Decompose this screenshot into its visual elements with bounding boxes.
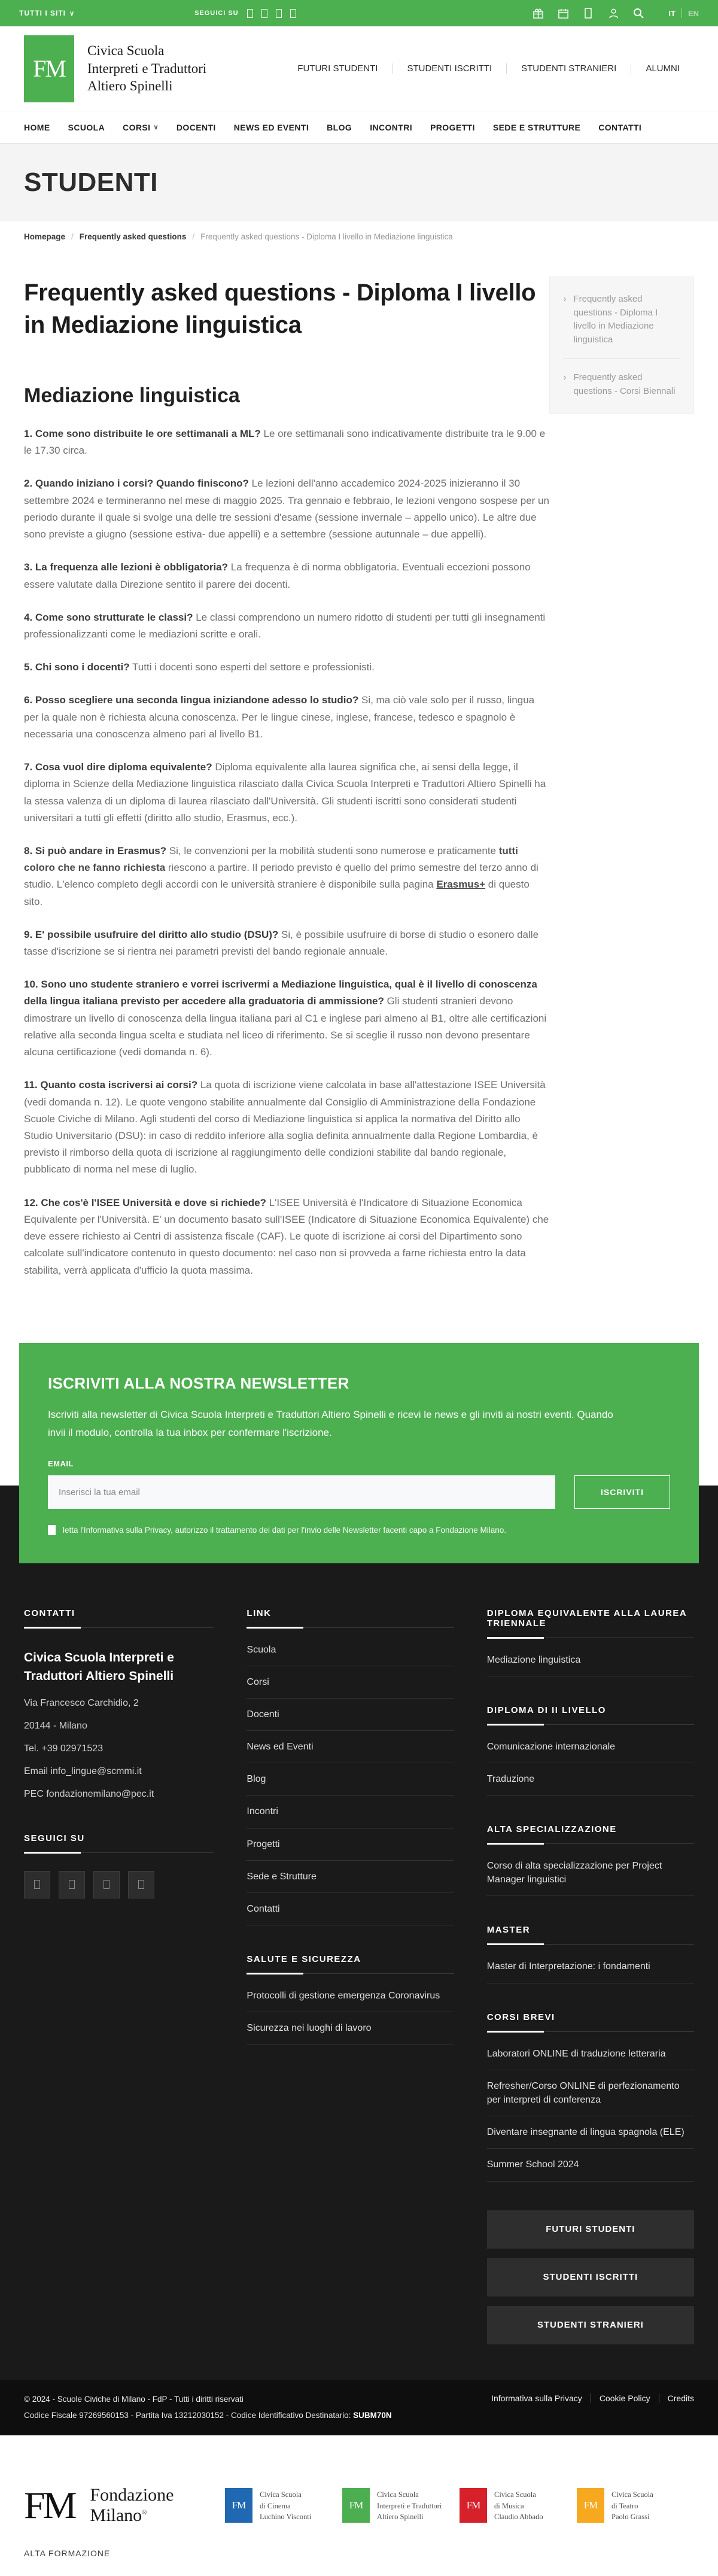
footer-pec[interactable]: PEC fondazionemilano@pec.it [24,1788,154,1799]
alta-formazione-label: ALTA FORMAZIONE [24,2548,111,2558]
footer-address-line: 20144 - Milano [24,1720,87,1731]
divider [487,1637,694,1638]
email-field[interactable] [48,1475,555,1509]
faq-item: 11. Quanto costa iscriversi ai corsi? La quota di iscrizione viene calcolata in base all'attestazione ISEE Università (vedi domanda n. 12). Le quote vengono stabilite annualmente dal Consiglio di Amministrazione della Fondazione Scuole Civiche di Milano. Agli studenti del corso di Mediazione linguistica si applica la normativa del Diritto allo Studio Universitario (DSU): in caso di reddito inferiore alla soglia definita annualmente dalla Regione Lombardia, è previsto il rimborso della quota di iscrizione al raggiungimento delle condizioni stabilite dal bando regionale, pubblicato di norma nel mese di luglio. [24,1079,546,1175]
nav-scuola[interactable]: SCUOLA [68,122,105,132]
chevron-down-icon: ∨ [69,10,75,17]
lang-it[interactable]: IT [668,8,676,18]
breadcrumb [0,221,718,251]
nav-docenti[interactable]: DOCENTI [176,122,216,132]
divider [487,1943,694,1945]
brand-strip [0,2435,718,2576]
logo-civica-interpreti[interactable]: FM Civica Scuola Interpreti e Traduttori Altiero Spinelli [342,2488,460,2523]
box-icon[interactable] [582,7,594,19]
studenti-stranieri-button[interactable]: STUDENTI STRANIERI [487,2306,694,2344]
faq-item: 4. Come sono strutturate le classi? Le classi comprendono un numero ridotto di studenti per tutti gli insegnamenti professionalizzanti come le mediazioni scritte e orali. [24,611,546,640]
faq-sidebar [549,277,694,1295]
footer-links-column [247,1608,454,2344]
nav-progetti[interactable]: PROGETTI [430,122,475,132]
footer-email[interactable]: Email info_lingue@scmmi.it [24,1766,142,1776]
footer-corsi-brevi-heading: CORSI BREVI [486,2012,555,2022]
footer-follow-heading: SEGUICI SU [24,1833,85,1843]
user-icon[interactable] [607,7,619,19]
page-content [0,251,718,1331]
logo-civica-teatro[interactable]: FM Civica Scuola di Teatro Paolo Grassi [577,2488,694,2523]
social-icon[interactable] [290,9,296,18]
email-label: EMAIL [48,1459,74,1469]
privacy-consent-row [48,1524,670,1536]
section-band [0,144,718,221]
footer-buttons [487,2210,694,2344]
footer-link-contatti[interactable]: Contatti [247,1893,454,1925]
copyright-line: © 2024 - Scuole Civiche di Milano - FdP - Tutti i diritti riservati [24,2394,244,2404]
studenti-iscritti-button[interactable]: STUDENTI ISCRITTI [487,2258,694,2296]
faq-item: 1. Come sono distribuite le ore settimanali a ML? Le ore settimanali sono indicativamente distribuite tra le 9.00 e le 17.30 circa. [24,428,546,457]
newsletter-box [19,1343,699,1563]
topbar-utilities [532,7,699,19]
gift-icon[interactable] [532,7,544,19]
divider [487,1724,694,1725]
faq-item: 8. Si può andare in Erasmus? Si, le convenzioni per la mobilità studenti sono numerose e praticamente tutti coloro che ne fanno richiesta riescono a partire. Il periodo previsto è quello del primo semestre del terzo anno di studio. L'elenco completo degli accordi con le università straniere è disponibile sulla pagina Erasmus+ di questo sito. [24,845,538,907]
social-icon[interactable] [247,9,253,18]
legal-links [491,2393,694,2403]
footer-link-heading: LINK [247,1608,272,1618]
footer-link-master-interpretazione[interactable]: Master di Interpretazione: i fondamenti [487,1951,694,1983]
footer-master-group [487,1925,694,1983]
footer-link-sicurezza[interactable]: Sicurezza nei luoghi di lavoro [247,2012,454,2045]
footer-org-name: Civica Scuola Interpreti e Traduttori Altiero Spinelli [24,1650,174,1683]
social-icon[interactable] [93,1871,120,1898]
social-icon[interactable] [261,9,267,18]
school-logo[interactable]: FM [24,35,74,102]
footer-link-summer-school[interactable]: Summer School 2024 [487,2149,694,2181]
nav-blog[interactable]: BLOG [327,122,352,132]
section-title: STUDENTI [24,168,158,197]
divider [247,1627,454,1628]
footer-link-blog[interactable]: Blog [247,1763,454,1796]
chevron-right-icon: › [563,372,567,382]
footer-link-incontri[interactable]: Incontri [247,1796,454,1828]
faq-item: 6. Posso scegliere una seconda lingua iniziandone adesso lo studio? Si, ma ciò vale solo per il russo, lingua per la quale non è richiesta alcuna conoscenza. Per le lingue cinese, inglese, francese, tedesco e spagnolo è necessaria una conoscenza almeno pari al livello B1. [24,694,535,740]
divider [487,2031,694,2032]
logo-civica-cinema[interactable]: FM Civica Scuola di Cinema Luchino Visconti [225,2488,342,2523]
fiscal-line: Codice Fiscale 97269560153 - Partita Iva 13212030152 - Codice Identificativo Destinatario: SUBM70N [24,2410,392,2420]
faq-item: 3. La frequenza alle lezioni è obbligatoria? La frequenza è di norma obbligatoria. Eventuali eccezioni possono essere valutate dalla Direzione sentito il parere dei docenti. [24,561,531,590]
newsletter-text: Iscriviti alla newsletter di Civica Scuola Interpreti e Traduttori Altiero Spinelli e ricevi le news e gli inviti ai nostri eventi. Quando invii il modulo, controlla la tua inbox per confermare l'iscrizione. [48,1408,613,1438]
breadcrumb-separator: / [192,232,195,241]
page-title: Frequently asked questions - Diploma I livello in Mediazione linguistica [24,280,536,338]
nav-corsi[interactable]: CORSI ∨ [123,122,159,132]
footer-master-heading: MASTER [486,1925,531,1936]
footer-contacts-heading: CONTATTI [24,1608,75,1618]
privacy-checkbox[interactable] [48,1525,56,1535]
calendar-icon[interactable] [557,7,569,19]
footer-follow [24,1833,214,1898]
legal-text [24,2391,392,2423]
cookie-policy-link[interactable]: Cookie Policy [599,2393,650,2403]
logo-civica-musica[interactable]: FM Civica Scuola di Musica Claudio Abbado [460,2488,577,2523]
breadcrumb-separator: / [71,232,74,241]
sidebar-item-faq-corsi-biennali[interactable]: › Frequently asked questions - Corsi Biennali [563,359,680,410]
nav-home[interactable]: HOME [24,122,50,132]
footer-link-sede[interactable]: Sede e Strutture [247,1861,454,1893]
footer [0,1486,718,2380]
fm-logo-mark: FM [24,2484,75,2527]
futuri-studenti-button[interactable]: FUTURI STUDENTI [487,2210,694,2249]
audience-link-futuri-studenti[interactable]: FUTURI STUDENTI [297,63,378,74]
newsletter-title: ISCRIVITI ALLA NOSTRA NEWSLETTER [48,1374,349,1392]
footer-safety-group [247,1954,454,2045]
search-icon[interactable] [632,7,644,19]
footer-address-line: Via Francesco Carchidio, 2 [24,1697,139,1708]
audience-link-alumni[interactable]: ALUMNI [631,63,694,74]
social-icon[interactable] [276,9,282,18]
footer-link-laboratori[interactable]: Laboratori ONLINE di traduzione letteraria [487,2038,694,2070]
lang-en[interactable]: EN [687,8,699,18]
audience-links [283,63,694,74]
site-header [0,26,718,111]
faq-list [24,426,549,1279]
audience-link-studenti-stranieri[interactable]: STUDENTI STRANIERI [506,63,631,74]
teatro-logo-mark: FM [577,2488,604,2523]
musica-logo-mark: FM [460,2488,487,2523]
breadcrumb-homepage[interactable]: Homepage [24,232,66,241]
language-switcher [668,8,699,18]
footer-link-news[interactable]: News ed Eventi [247,1731,454,1763]
footer-alta-spec-group [487,1824,694,1896]
nav-sede-e-strutture[interactable]: SEDE E STRUTTURE [492,122,581,132]
audience-link-studenti-iscritti[interactable]: STUDENTI ISCRITTI [392,63,506,74]
footer-phone: Tel. +39 02971523 [24,1743,104,1754]
footer-link-scuola[interactable]: Scuola [247,1634,454,1666]
chevron-down-icon: ∨ [153,124,159,131]
divider [487,1843,694,1844]
faq-item: 2. Quando iniziano i corsi? Quando finiscono? Le lezioni dell'anno accademico 2024-2025 inizieranno il 30 settembre 2024 e termineranno nel mese di maggio 2025. Tra gennaio e febbraio, le lezioni vengono sospese per un periodo durante il quale si svolge una delle tre sessioni d'esame (sessione invernale – appello unico). Le altre due sono previste a giugno (sessione estiva- due appelli) e a settembre (sessione autunnale – due appelli). [24,478,549,540]
all-sites-label: TUTTI I SITI [19,9,66,17]
top-bar [0,0,718,26]
interpreti-logo-mark: FM [342,2488,370,2523]
nav-contatti[interactable]: CONTATTI [598,122,642,132]
cinema-logo-mark: FM [225,2488,252,2523]
footer-link-comunicazione[interactable]: Comunicazione internazionale [487,1731,694,1763]
school-name[interactable]: Civica Scuola Interpreti e Traduttori Altiero Spinelli [87,43,207,94]
credits-link[interactable]: Credits [667,2393,694,2403]
faq-item: 9. E' possibile usufruire del diritto allo studio (DSU)? Si, è possibile usufruire di borse di studio o esonero dalle tasse d'iscrizione se si rientra nei parametri previsti del bando regionale annuale. [24,928,539,958]
follow-us-label: SEGUICI SU [194,10,239,17]
footer-link-project-manager[interactable]: Corso di alta specializzazione per Project Manager linguistici [487,1850,694,1896]
footer-safety-heading: SALUTE E SICUREZZA [247,1954,361,1965]
footer-diploma-triennale-heading: DIPLOMA EQUIVALENTE ALLA LAUREA TRIENNALE [486,1608,687,1629]
footer-link-docenti[interactable]: Docenti [247,1699,454,1731]
follow-us-group [194,9,296,18]
divider [247,1973,454,1974]
footer-diploma-ii-group [487,1705,694,1796]
social-icon[interactable] [24,1871,50,1898]
breadcrumb-current: Frequently asked questions - Diploma I livello in Mediazione linguistica [200,232,453,241]
footer-link-corsi[interactable]: Corsi [247,1666,454,1699]
fm-logo-name: Fondazione Milano® [90,2485,174,2526]
footer-contacts-column [24,1608,214,2344]
footer-courses-column [487,1608,694,2344]
footer-diploma-triennale-group [487,1608,694,1676]
newsletter-subscribe-button[interactable]: ISCRIVITI [574,1475,670,1509]
footer-alta-spec-heading: ALTA SPECIALIZZAZIONE [486,1824,617,1835]
footer-link-group [247,1608,454,1926]
social-icon[interactable] [59,1871,85,1898]
faq-item: 10. Sono uno studente straniero e vorrei iscrivermi a Mediazione linguistica, qual è il livello di conoscenza della lingua italiana previsto per accedere alla graduatoria di ammissione? Gli studenti stranieri devono dimostrare un livello di conoscenza della lingua italiana pari al C1 e inglese pari almeno al B1, oltre alle certificazioni relative alla seconda lingua scelta e studiata nel liceo di riferimento. Se si sceglie il russo non devono presentare alcuna certificazione (vedi domanda n. 6). [24,979,547,1058]
nav-incontri[interactable]: INCONTRI [370,122,413,132]
all-sites-menu[interactable] [19,9,75,17]
legal-bar [0,2380,718,2435]
footer-link-traduzione[interactable]: Traduzione [487,1763,694,1796]
faq-item: 5. Chi sono i docenti? Tutti i docenti sono esperti del settore e professionisti. [24,661,375,673]
privacy-consent-text: letta l'Informativa sulla Privacy, autorizzo il trattamento dei dati per l'invio delle Newsletter facenti capo a Fondazione Milano. [63,1526,507,1535]
sidebar-item-faq-mediazione[interactable]: › Frequently asked questions - Diploma I livello in Mediazione linguistica [563,281,680,359]
faq-section-heading: Mediazione linguistica [24,384,240,407]
divider [24,1627,214,1628]
privacy-policy-link[interactable]: Informativa sulla Privacy [491,2393,582,2403]
nav-news-ed-eventi[interactable]: NEWS ED EVENTI [233,122,309,132]
footer-link-coronavirus[interactable]: Protocolli di gestione emergenza Coronavirus [247,1980,454,2012]
footer-link-mediazione[interactable]: Mediazione linguistica [487,1644,694,1676]
breadcrumb-faq[interactable]: Frequently asked questions [79,232,187,241]
school-logos [225,2488,694,2523]
footer-corsi-brevi-group [487,2012,694,2182]
fondazione-milano-logo[interactable] [24,2485,223,2526]
footer-link-spagnola-ele[interactable]: Diventare insegnante di lingua spagnola (ELE) [487,2116,694,2149]
footer-link-refresher[interactable]: Refresher/Corso ONLINE di perfezionamento per interpreti di conferenza [487,2070,694,2116]
sidebar-box [549,277,694,414]
footer-link-progetti[interactable]: Progetti [247,1828,454,1861]
main-column [24,277,549,1295]
faq-item: 12. Che cos'è l'ISEE Università e dove si richiede? L'ISEE Università è l'Indicatore di Situazione Economica Equivalente per l'Università. E' un documento basato sull'ISEE (Indicatore di Situazione Economica Equivalente) che deve essere richiesto ai Centri di assistenza fiscale (CAF). Le quote di iscrizione ai corsi del Dipartimento sono calcolate sull'indicatore contenuto in questo documento: nel caso non si provveda a farne richiesta entro la data stabilita, verrà applicata d'ufficio la quota massima. [24,1196,549,1276]
main-nav [0,111,718,144]
divider [24,1852,214,1853]
newsletter-wrap [0,1343,718,1563]
faq-item: 7. Cosa vuol dire diploma equivalente? Diploma equivalente alla laurea significa che, ai sensi della legge, il diploma in Scienze della Mediazione linguistica rilasciato dalla Civica Scuola Interpreti e Traduttori Altiero Spinelli ha la stessa valenza di un diploma di laurea rilasciato dall'Università. Gli studenti iscritti sono considerati studenti universitari a tutti gli effetti (diritto allo studio, Erasmus, ecc.). [24,761,546,824]
chevron-right-icon: › [563,294,567,304]
social-icon[interactable] [128,1871,154,1898]
footer-diploma-ii-heading: DIPLOMA DI II LIVELLO [486,1705,606,1715]
